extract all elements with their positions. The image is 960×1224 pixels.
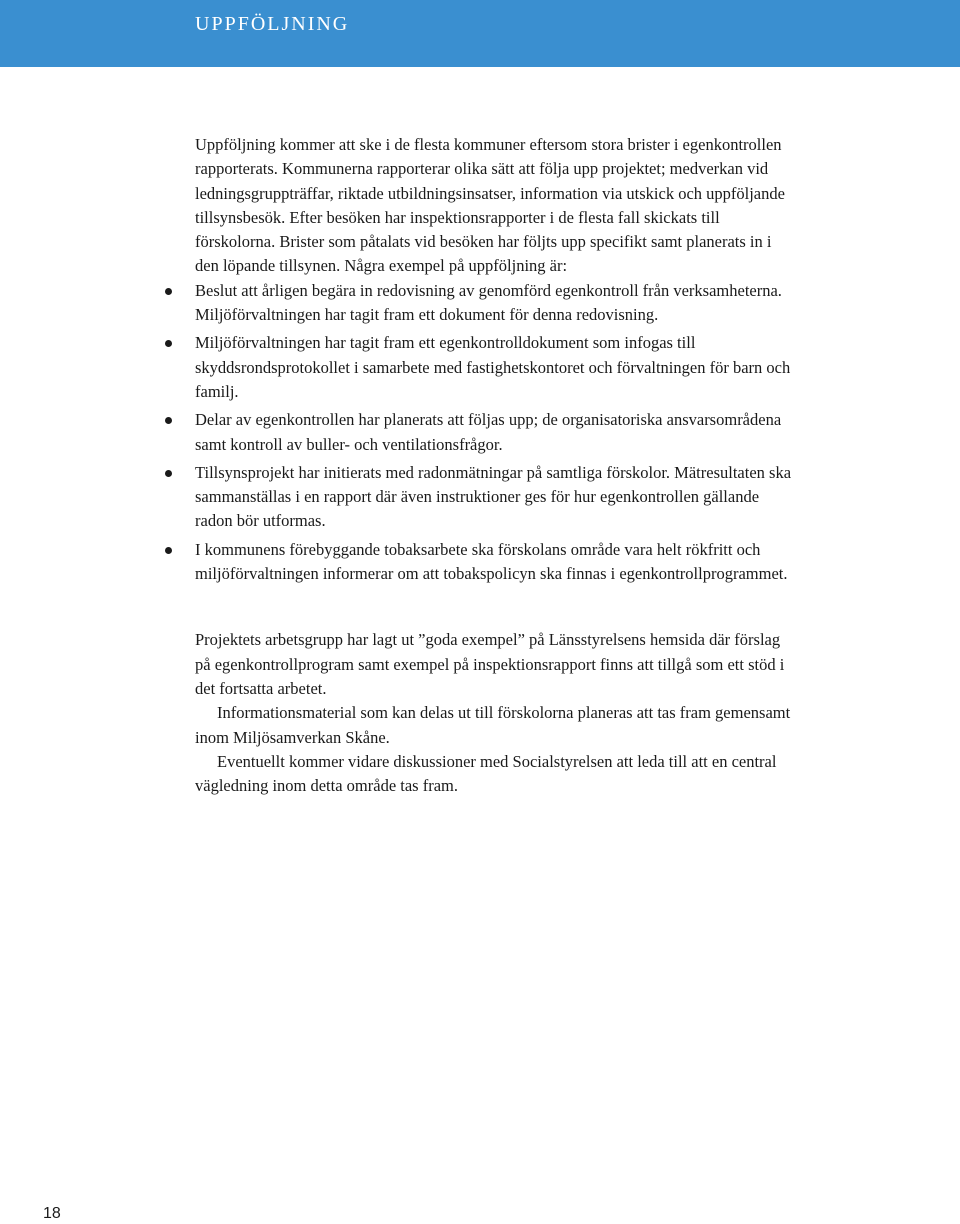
- bullet-icon: [165, 417, 172, 424]
- list-item-text: Tillsynsprojekt har initierats med radonmätningar på samtliga förskolor. Mätresultaten ska sammanställas i en rapport där även instruktioner ges för hur egenkontrollen gällande radon bör utformas.: [195, 462, 792, 531]
- list-item: [195, 538, 795, 587]
- closing-paragraph: Informationsmaterial som kan delas ut till förskolorna planeras att tas fram gemensamt inom Miljösamverkan Skåne.: [195, 703, 791, 747]
- bullet-icon: [165, 288, 172, 295]
- list-item: [195, 408, 795, 457]
- header-band: [0, 0, 960, 67]
- closing-section: [195, 628, 795, 798]
- bullet-icon: [165, 547, 172, 554]
- list-item-text: Miljöförvaltningen har tagit fram ett egenkontrolldokument som infogas till skyddsrondsprotokollet i samarbete med fastighetskontoret och förvaltningen för barn och familj.: [195, 333, 791, 401]
- bullet-icon: [165, 340, 172, 347]
- list-item: [195, 331, 795, 404]
- bullet-icon: [165, 470, 172, 477]
- page-title: uppföljning: [195, 5, 350, 37]
- list-item: [195, 279, 795, 328]
- closing-paragraph: Projektets arbetsgrupp har lagt ut ”goda exempel” på Länsstyrelsens hemsida där förslag på egenkontrollprogram samt exempel på inspektionsrapport finns att tillgå som ett stöd i det fortsatta arbetet.: [195, 630, 785, 698]
- list-item-text: Delar av egenkontrollen har planerats att följas upp; de organisatoriska ansvarsområdena samt kontroll av buller- och ventilationsfrågor.: [195, 410, 782, 454]
- main-content: [195, 133, 795, 798]
- closing-paragraph: Eventuellt kommer vidare diskussioner med Socialstyrelsen att leda till att en central vägledning inom detta område tas fram.: [195, 751, 777, 796]
- bullet-list: [195, 279, 795, 587]
- page-number: 18: [43, 1205, 61, 1222]
- list-item: [195, 461, 795, 534]
- list-item-text: I kommunens förebyggande tobaksarbete ska förskolans område vara helt rökfritt och miljöförvaltningen informerar om att tobakspolicyn ska finnas i egenkontrollprogrammet.: [195, 539, 788, 584]
- intro-paragraph: Uppföljning kommer att ske i de flesta kommuner eftersom stora brister i egenkontrollen rapporterats. Kommunerna rapporterar olika sätt att följa upp projektet; medverkan vid ledningsgruppträffar, riktade utbildningsinsatser, information via utskick och uppföljande tillsynsbesök. Efter besöken har inspektionsrapporter i de flesta fall skickats till förskolorna. Brister som påtalats vid besöken har följts upp specifikt samt planerats in i den löpande tillsynen. Några exempel på uppföljning är:: [195, 135, 785, 276]
- list-item-text: Beslut att årligen begära in redovisning av genomförd egenkontroll från verksamheterna. Miljöförvaltningen har tagit fram ett dokument för denna redovisning.: [195, 280, 782, 325]
